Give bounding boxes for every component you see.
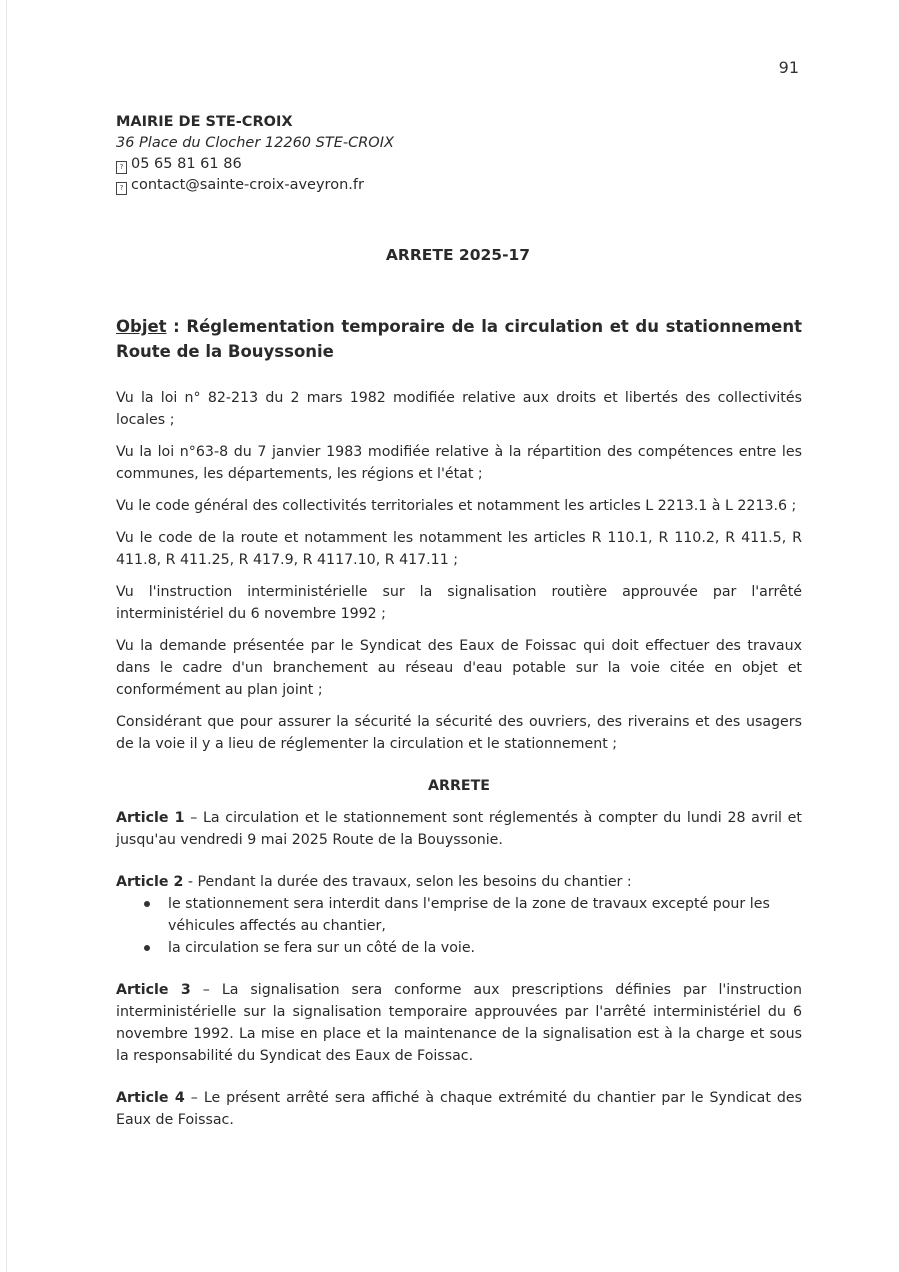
article-separator: – [190, 982, 222, 998]
mairie-name: MAIRIE DE STE-CROIX [116, 114, 293, 130]
article-separator: – [184, 1090, 204, 1106]
article-separator: – [184, 810, 203, 826]
page-number: 91 [778, 58, 799, 77]
email-line [116, 175, 716, 196]
list-item: la circulation se fera sur un côté de la voie. [116, 937, 802, 959]
phone-line [116, 154, 716, 175]
considerant-paragraph: Vu l'instruction interministérielle sur la signalisation routière approuvée par l'arrêté interministériel du 6 novembre 1992 ; [116, 584, 802, 622]
article-text: Pendant la durée des travaux, selon les besoins du chantier : [197, 874, 632, 890]
article-label: Article 3 [116, 982, 191, 998]
article-2 [116, 871, 802, 893]
phone-icon: ? [116, 161, 127, 174]
article-label: Article 1 [116, 810, 185, 826]
arrete-heading: ARRETE [428, 778, 490, 794]
mairie-address: 36 Place du Clocher 12260 STE-CROIX [116, 135, 394, 151]
article-2-bullets [116, 893, 802, 959]
considerant-paragraph: Vu la loi n°63-8 du 7 janvier 1983 modifiée relative à la répartition des compétences entre les communes, les départements, les régions et l'état ; [116, 444, 802, 482]
arrete-title: ARRETE 2025-17 [385, 246, 531, 264]
considerant-paragraph: Vu la loi n° 82-213 du 2 mars 1982 modifiée relative aux droits et libertés des collectivités locales ; [116, 390, 802, 428]
objet-text: Réglementation temporaire de la circulation et du stationnement Route de la Bouyssonie [116, 317, 802, 361]
scan-edge-line [6, 0, 7, 1272]
considerant-paragraph: Vu la demande présentée par le Syndicat des Eaux de Foissac qui doit effectuer des travaux dans le cadre d'un branchement au réseau d'eau potable sur la voie citée en objet et conformément au plan joint ; [116, 638, 802, 698]
article-4 [116, 1087, 802, 1131]
considerant-paragraph: Vu le code de la route et notamment les notamment les articles R 110.1, R 110.2, R 411.5, R 411.8, R 411.25, R 417.9, R 4117.10, R 417.11 ; [116, 530, 802, 568]
phone-number: 05 65 81 61 86 [131, 156, 242, 172]
considerant-paragraph: Vu le code général des collectivités territoriales et notamment les articles L 2213.1 à L 2213.6 ; [116, 498, 797, 514]
article-3 [116, 979, 802, 1067]
article-text: Le présent arrêté sera affiché à chaque extrémité du chantier par le Syndicat des Eaux de Foissac. [116, 1090, 802, 1128]
email-icon: ? [116, 182, 127, 195]
article-label: Article 2 [116, 874, 184, 890]
considerant-paragraph: Considérant que pour assurer la sécurité la sécurité des ouvriers, des riverains et des usagers de la voie il y a lieu de réglementer la circulation et le stationnement ; [116, 714, 802, 752]
objet-separator: : [166, 317, 187, 336]
article-1 [116, 807, 802, 851]
objet-label: Objet [116, 317, 167, 336]
article-separator: - [183, 874, 198, 890]
document-body [116, 387, 802, 1151]
article-label: Article 4 [116, 1090, 185, 1106]
list-item: le stationnement sera interdit dans l'emprise de la zone de travaux excepté pour les véhicules affectés au chantier, [116, 893, 802, 937]
article-text: La circulation et le stationnement sont réglementés à compter du lundi 28 avril et jusqu'au vendredi 9 mai 2025 Route de la Bouyssonie. [116, 810, 802, 848]
article-text: La signalisation sera conforme aux prescriptions définies par l'instruction interministérielle sur la signalisation temporaire approuvées par l'arrêté interministériel du 6 novembre 1992. La mise en place et la maintenance de la signalisation est à la charge et sous la responsabilité du Syndicat des Eaux de Foissac. [116, 982, 802, 1064]
email-address: contact@sainte-croix-aveyron.fr [131, 177, 364, 193]
letterhead [116, 112, 716, 196]
objet-line [116, 314, 802, 364]
